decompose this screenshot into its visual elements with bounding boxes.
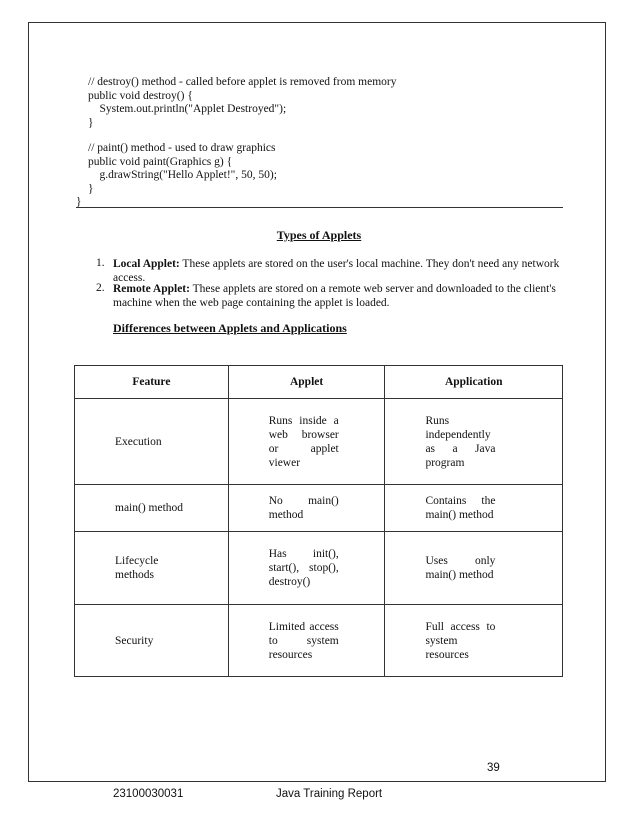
code-line: // destroy() method - called before applet is removed from memory <box>88 76 397 88</box>
table-cell: main() method <box>75 485 229 532</box>
code-line: // paint() method - used to draw graphics <box>88 142 276 154</box>
list-item <box>113 282 563 310</box>
list-item <box>113 257 563 285</box>
table-row <box>75 605 563 677</box>
table-cell: Security <box>75 605 229 677</box>
list-term: Local Applet: <box>113 258 180 270</box>
code-line: public void paint(Graphics g) { <box>88 156 233 168</box>
table-cell: Limited access to system resources <box>228 605 385 677</box>
table-cell: Contains the main() method <box>385 485 563 532</box>
column-header: Application <box>385 366 563 399</box>
code-separator <box>76 207 563 208</box>
page-number: 39 <box>487 762 500 774</box>
column-header: Applet <box>228 366 385 399</box>
code-line: } <box>76 196 82 208</box>
table-row <box>75 485 563 532</box>
code-line: } <box>88 117 94 129</box>
differences-heading: Differences between Applets and Applications <box>113 321 347 335</box>
table-cell: No main() method <box>228 485 385 532</box>
list-term: Remote Applet: <box>113 283 190 295</box>
list-text: access. <box>113 272 146 284</box>
table-cell: Runs independently as a Java program <box>385 399 563 485</box>
code-line: System.out.println("Applet Destroyed"); <box>88 103 287 115</box>
code-line: } <box>88 183 94 195</box>
list-number: 1. <box>96 257 105 269</box>
list-text: machine when the web page containing the applet is loaded. <box>113 297 390 309</box>
code-line: public void destroy() { <box>88 90 193 102</box>
table-cell: Uses only main() method <box>385 532 563 605</box>
table-header-row <box>75 366 563 399</box>
report-title: Java Training Report <box>276 788 383 800</box>
types-title: Types of Applets <box>276 228 362 242</box>
list-number: 2. <box>96 282 105 294</box>
table-row <box>75 399 563 485</box>
table-cell: Execution <box>75 399 229 485</box>
student-id: 23100030031 <box>113 788 184 800</box>
table-cell: Has init(), start(), stop(), destroy() <box>228 532 385 605</box>
table-cell: Runs inside a web browser or applet viewer <box>228 399 385 485</box>
list-text: These applets are stored on a remote web server and downloaded to the client's <box>189 283 556 295</box>
table-cell: Lifecycle methods <box>75 532 229 605</box>
column-header: Feature <box>75 366 229 399</box>
table-cell: Full access to system resources <box>385 605 563 677</box>
table-row <box>75 532 563 605</box>
list-text: These applets are stored on the user's local machine. They don't need any network <box>179 258 560 270</box>
comparison-table <box>74 365 563 677</box>
code-line: g.drawString("Hello Applet!", 50, 50); <box>88 169 277 181</box>
